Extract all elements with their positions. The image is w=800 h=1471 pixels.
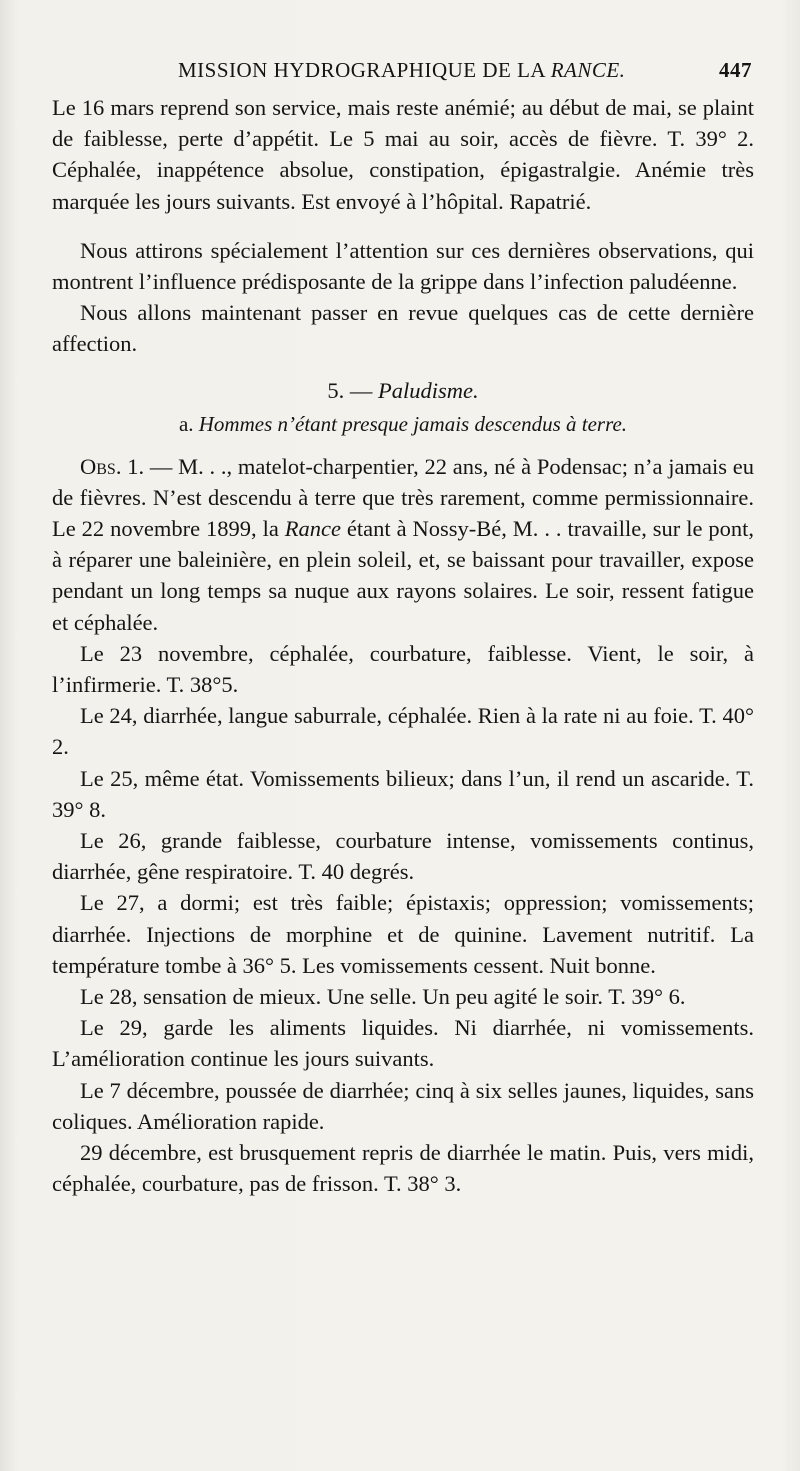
paragraph-continued: Le 16 mars reprend son service, mais reste anémié; au début de mai, se plaint de faiblesse, perte d’appétit. Le 5 mai au soir, accès de fièvre. T. 39° 2. Céphalée, inappétence absolue, constipation, épigastralgie. Anémie très marquée les jours suivants. Est envoyé à l’hôpital. Rapatrié. <box>52 95 754 214</box>
subsection-heading <box>52 412 754 437</box>
observation-entry: Le 26, grande faiblesse, courbature intense, vomissements continus, diarrhée, gêne respiratoire. T. 40 degrés. <box>52 828 754 885</box>
observation-ship-name: Rance <box>284 516 341 542</box>
observation-entry: Le 28, sensation de mieux. Une selle. Un peu agité le soir. T. 39° 6. <box>80 984 686 1010</box>
section-number: 5. — <box>327 377 378 403</box>
paragraph-grippe-remark: Nous attirons spécialement l’attention sur ces dernières observations, qui montrent l’influence prédisposante de la grippe dans l’infection paludéenne. <box>52 237 754 295</box>
section-title: Paludisme. <box>378 377 479 403</box>
observation-intro-text-b: étant à Nossy-Bé, M. . . travaille, sur le pont, à réparer une baleinière, en plein soleil, et, se baissant pour travailler, expose pendant un long temps sa nuque aux rayons solaires. Le soir, ressent fatigue et céphalée. <box>52 516 754 635</box>
running-title <box>178 58 625 83</box>
observation-entry: Le 23 novembre, céphalée, courbature, faiblesse. Vient, le soir, à l’infirmerie. T. 38°5. <box>52 640 754 698</box>
observation-intro-text-a: — M. . ., matelot-charpentier, 22 ans, né à Podensac; n’a jamais eu de fièvres. N’est descendu à terre que très rarement, comme permissionnaire. Le 22 novembre 1899, la <box>52 453 754 542</box>
section-heading <box>52 378 754 404</box>
observation-entry: Le 7 décembre, poussée de diarrhée; cinq à six selles jaunes, liquides, sans coliques. Amélioration rapide. <box>52 1077 754 1134</box>
observation-intro <box>52 451 754 638</box>
page-number: 447 <box>719 58 752 82</box>
subsection-letter: a. <box>178 411 199 436</box>
observation-entry: Le 27, a dormi; est très faible; épistaxis; oppression; vomissements; diarrhée. Injections de morphine et de quinine. Lavement nutritif. La température tombe à 36° 5. Les vomissements cessent. Nuit bonne. <box>52 890 754 978</box>
observation-label: Obs. 1. <box>80 453 145 479</box>
observation-entry: Le 24, diarrhée, langue saburrale, céphalée. Rien à la rate ni au foie. T. 40° 2. <box>52 703 754 760</box>
running-title-text: MISSION HYDROGRAPHIQUE DE LA <box>178 58 551 82</box>
running-header <box>52 58 754 92</box>
subsection-title: Hommes n’étant presque jamais descendus à terre. <box>198 411 628 436</box>
observation-entry: Le 25, même état. Vomissements bilieux; dans l’un, il rend un ascaride. T. 39° 8. <box>52 765 754 822</box>
paragraph-transition: Nous allons maintenant passer en revue quelques cas de cette dernière affection. <box>52 300 754 357</box>
running-title-ship: RANCE. <box>550 58 626 82</box>
observation-entry: 29 décembre, est brusquement repris de diarrhée le matin. Puis, vers midi, céphalée, courbature, pas de frisson. T. 38° 3. <box>52 1140 754 1197</box>
observation-entry: Le 29, garde les aliments liquides. Ni diarrhée, ni vomissements. L’amélioration continue les jours suivants. <box>52 1015 754 1072</box>
